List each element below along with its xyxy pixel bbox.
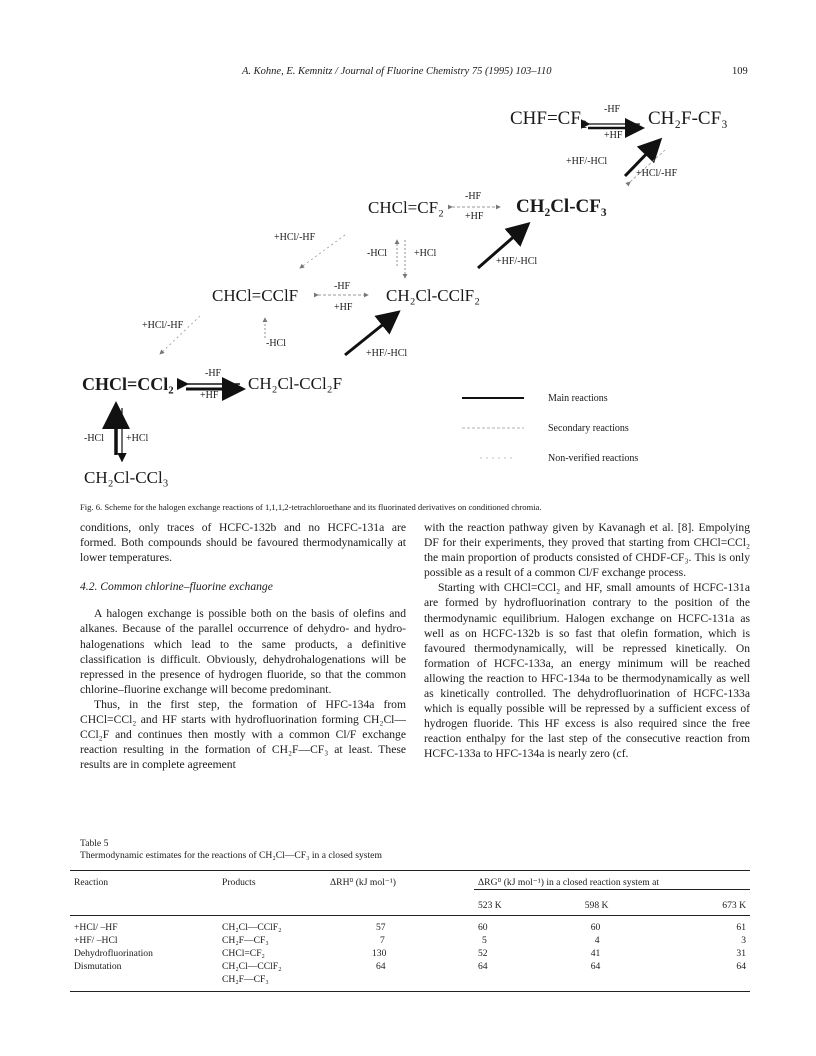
cell-g3: 64 bbox=[736, 961, 746, 972]
figure-caption: Fig. 6. Scheme for the halogen exchange reactions of 1,1,1,2-tetrachloroethane and its fluorinated derivatives on conditioned chromia. bbox=[80, 502, 542, 512]
cell-products-extra: CH₂F—CF₃ bbox=[222, 974, 269, 985]
cell-g2: 64 bbox=[590, 961, 601, 972]
cell-dh: 57 bbox=[376, 922, 386, 933]
cell-dh: 130 bbox=[372, 948, 387, 959]
legend-secondary: Secondary reactions bbox=[548, 423, 629, 434]
cell-g2: 41 bbox=[590, 948, 601, 959]
label-minus-hcl-2: -HCl bbox=[266, 338, 286, 349]
cell-reaction: +HF/ –HCl bbox=[74, 935, 118, 946]
chem-ch2f-cf3: CH₂F-CF₃ bbox=[648, 108, 728, 129]
label-minus-hcl-3: -HCl bbox=[84, 433, 104, 444]
paragraph: A halogen exchange is possible both on the basis of olefins and alkanes. Because of the parallel occurrence of dehydro- and hydro-halogenations which lead to the same products, a definitive classification is difficult. Obviously, dehydrohalogenations will be repressed in the presence of hydrogen fluoride, so that the common chlorine–fluorine exchange will become predominant. bbox=[80, 607, 406, 696]
chem-chcl-cf2: CHCl=CF₂ bbox=[368, 198, 444, 217]
cell-dh: 7 bbox=[380, 935, 385, 946]
thermo-table bbox=[70, 870, 750, 992]
label-hcl-hf-2: +HCl/-HF bbox=[274, 232, 316, 243]
label-plus-hcl-3: +HCl bbox=[126, 433, 149, 444]
label-hf-hcl-2: +HF/-HCl bbox=[496, 256, 538, 267]
cell-g1: 60 bbox=[478, 922, 488, 933]
label-minus-hcl-1: -HCl bbox=[367, 248, 387, 259]
label-minus-hf-2: -HF bbox=[465, 191, 482, 202]
left-column bbox=[80, 520, 406, 772]
cell-dh: 64 bbox=[376, 961, 386, 972]
label-hf-hcl-1: +HF/-HCl bbox=[566, 156, 608, 167]
cell-reaction: +HCl/ –HF bbox=[74, 922, 118, 933]
journal-citation: A. Kohne, E. Kemnitz / Journal of Fluorine Chemistry 75 (1995) 103–110 bbox=[242, 66, 552, 77]
chem-chcl-ccl2: CHCl=CCl₂ bbox=[82, 374, 174, 394]
label-hf-hcl-3: +HF/-HCl bbox=[366, 348, 408, 359]
table-label: Table 5 bbox=[80, 838, 109, 849]
th-products: Products bbox=[222, 877, 256, 888]
th-t3: 673 K bbox=[722, 900, 746, 911]
th-t2: 598 K bbox=[584, 900, 609, 911]
chem-chf-cf2: CHF=CF₂ bbox=[510, 108, 588, 129]
table-caption bbox=[80, 838, 580, 862]
th-dh: ΔRH⁰ (kJ mol⁻¹) bbox=[330, 877, 396, 888]
chem-chcl-cclf: CHCl=CClF bbox=[212, 286, 299, 305]
label-minus-hf-3: -HF bbox=[334, 281, 351, 292]
cell-reaction: Dismutation bbox=[74, 961, 122, 972]
cell-g2: 4 bbox=[594, 935, 600, 946]
label-plus-hf-3: +HF bbox=[334, 302, 353, 313]
cell-products: CH₂Cl—CClF₂ bbox=[222, 922, 282, 933]
table-title: Thermodynamic estimates for the reactions of CH₂Cl—CF₃ in a closed system bbox=[80, 850, 382, 861]
chem-ch2cl-ccl3: CH₂Cl-CCl₃ bbox=[84, 468, 169, 487]
label-hcl-hf-3: +HCl/-HF bbox=[142, 320, 184, 331]
cell-g1: 5 bbox=[482, 935, 487, 946]
paragraph: Thus, in the first step, the formation of HFC-134a from CHCl=CCl₂ and HF starts with hydrofluorination forming CH₂Cl—CCl₂F and continues then mostly with a common Cl/F exchange reaction resulting in the formation of CH₂F—CF₃ at least. These results are in complete agreement bbox=[80, 697, 406, 772]
right-column bbox=[424, 520, 750, 762]
legend-main: Main reactions bbox=[548, 393, 608, 404]
th-reaction: Reaction bbox=[74, 877, 109, 888]
cell-g3: 61 bbox=[736, 922, 746, 933]
paragraph: conditions, only traces of HCFC-132b and no HCFC-131a are formed. Both compounds should be favoured thermodynamically at lower temperatures. bbox=[80, 521, 406, 565]
cell-g3: 31 bbox=[736, 948, 746, 959]
chem-ch2cl-cf3: CH₂Cl-CF₃ bbox=[516, 196, 607, 217]
th-t1: 523 K bbox=[478, 900, 502, 911]
paragraph: Starting with CHCl=CCl₂ and HF, small amounts of HCFC-131a are formed by hydrofluorination contrary to the position of the thermodynamic equilibrium. Halogen exchange on HCFC-131a as well as on HCFC-132b is so fast that olefin formation, which is favoured thermodynamically, will be repressed kinetically. On formation of HCFC-133a, an energy minimum will be reached allowing the reaction to HFC-134a to be thermodynamically as well as kinetically controlled. The dehydrofluorination of HCFC-133a which is equally possible will be repressed by a sufficient excess of hydrogen fluoride. This HF excess is also required since the free reaction enthalpy for the last step of the consecutive reaction from HCFC-133a to HFC-134a is nearly zero (cf. bbox=[424, 581, 750, 761]
label-plus-hcl-1: +HCl bbox=[414, 248, 437, 259]
chem-ch2cl-cclf2: CH₂Cl-CClF₂ bbox=[386, 286, 481, 305]
label-plus-hf-2: +HF bbox=[465, 211, 484, 222]
chem-ch2cl-ccl2f: CH₂Cl-CCl₂F bbox=[248, 374, 343, 393]
cell-g3: 3 bbox=[741, 935, 746, 946]
cell-products: CHCl=CF₂ bbox=[222, 948, 265, 959]
label-minus-hf-1: -HF bbox=[604, 104, 621, 115]
page-number: 109 bbox=[732, 66, 748, 77]
cell-products: CH₂Cl—CClF₂ bbox=[222, 961, 282, 972]
label-plus-hf-1: +HF bbox=[604, 130, 623, 141]
cell-reaction: Dehydrofluorination bbox=[74, 948, 153, 959]
cell-g2: 60 bbox=[590, 922, 601, 933]
label-minus-hf-4: -HF bbox=[205, 368, 222, 379]
paragraph: with the reaction pathway given by Kavanagh et al. [8]. Empolying DF for their experiments, they proved that starting from CHCl=CCl₂ the main proportion of products consisted of CHDF-CF₃. This is only possible as a result of a common Cl/F exchange process. bbox=[424, 521, 750, 580]
cell-g1: 64 bbox=[478, 961, 488, 972]
cell-products: CH₂F—CF₃ bbox=[222, 935, 269, 946]
label-plus-hf-4: +HF bbox=[200, 390, 219, 401]
legend-nonverified: Non-verified reactions bbox=[548, 453, 639, 464]
reaction-scheme bbox=[0, 90, 816, 500]
label-hcl-hf-1: +HCl/-HF bbox=[636, 168, 678, 179]
cell-g1: 52 bbox=[478, 948, 488, 959]
section-heading: 4.2. Common chlorine–fluorine exchange bbox=[80, 580, 273, 594]
th-dg: ΔRG⁰ (kJ mol⁻¹) in a closed reaction system at bbox=[474, 871, 750, 890]
